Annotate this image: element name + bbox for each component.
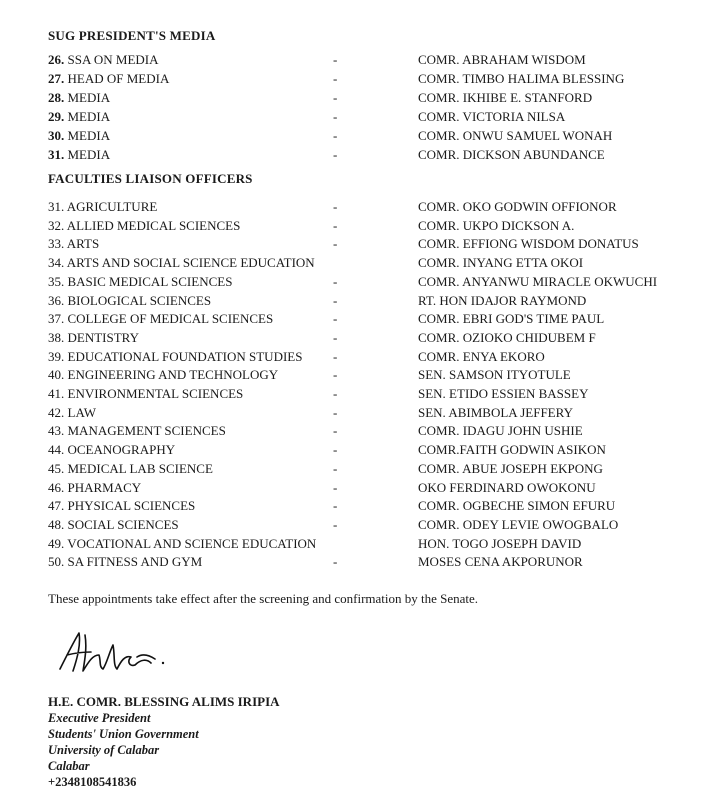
faculty-appointee: COMR. EFFIONG WISDOM DONATUS xyxy=(418,236,639,251)
appointment-note: These appointments take effect after the screening and confirmation by the Senate. xyxy=(48,591,479,606)
media-role xyxy=(48,147,110,163)
faculty-appointee: SEN. SAMSON ITYOTULE xyxy=(418,367,571,382)
faculty-appointee: COMR. EBRI GOD'S TIME PAUL xyxy=(418,311,605,326)
faculty-row xyxy=(0,517,720,535)
signatory-name: H.E. COMR. BLESSING ALIMS IRIPIA xyxy=(48,694,280,709)
faculty-dash: - xyxy=(333,461,338,476)
media-role-label: SSA ON MEDIA xyxy=(67,52,159,67)
faculty-row xyxy=(0,461,720,479)
media-number: 31. xyxy=(48,147,65,162)
faculty-dash: - xyxy=(333,236,338,251)
faculty-dash: - xyxy=(333,367,338,382)
faculty-dash: - xyxy=(333,330,338,345)
media-role xyxy=(48,90,110,106)
faculty-row xyxy=(0,442,720,460)
signatory-block xyxy=(48,694,280,790)
faculty-name: 46. PHARMACY xyxy=(48,480,142,495)
media-dash: - xyxy=(333,109,338,124)
media-role-label: HEAD OF MEDIA xyxy=(67,71,170,86)
media-appointee: COMR. DICKSON ABUNDANCE xyxy=(418,147,605,162)
signature-icon xyxy=(55,625,175,680)
faculty-appointee: OKO FERDINARD OWOKONU xyxy=(418,480,596,495)
faculty-name: 40. ENGINEERING AND TECHNOLOGY xyxy=(48,367,279,382)
media-dash: - xyxy=(333,52,338,67)
media-role-label: MEDIA xyxy=(67,128,111,143)
media-role xyxy=(48,52,159,68)
media-dash: - xyxy=(333,147,338,162)
faculty-name: 41. ENVIRONMENTAL SCIENCES xyxy=(48,386,244,401)
faculty-dash: - xyxy=(333,311,338,326)
faculty-dash: - xyxy=(333,498,338,513)
faculty-row xyxy=(0,218,720,236)
faculty-appointee: MOSES CENA AKPORUNOR xyxy=(418,554,583,569)
faculty-name: 35. BASIC MEDICAL SCIENCES xyxy=(48,274,233,289)
faculty-name: 42. LAW xyxy=(48,405,97,420)
faculty-appointee: COMR. OKO GODWIN OFFIONOR xyxy=(418,199,617,214)
faculty-name: 31. AGRICULTURE xyxy=(48,199,158,214)
faculty-row xyxy=(0,293,720,311)
media-appointee: COMR. TIMBO HALIMA BLESSING xyxy=(418,71,625,86)
media-role xyxy=(48,71,169,87)
faculty-dash: - xyxy=(333,218,338,233)
faculty-dash: - xyxy=(333,199,338,214)
media-section-heading: SUG PRESIDENT'S MEDIA xyxy=(48,28,216,43)
media-row xyxy=(0,52,720,70)
faculty-name: 39. EDUCATIONAL FOUNDATION STUDIES xyxy=(48,349,303,364)
faculty-appointee: COMR. UKPO DICKSON A. xyxy=(418,218,575,233)
faculty-name: 36. BIOLOGICAL SCIENCES xyxy=(48,293,212,308)
faculty-row xyxy=(0,367,720,385)
faculty-appointee: COMR. ABUE JOSEPH EKPONG xyxy=(418,461,603,476)
faculty-dash: - xyxy=(333,293,338,308)
faculty-row xyxy=(0,330,720,348)
faculty-row xyxy=(0,554,720,572)
media-appointee: COMR. ABRAHAM WISDOM xyxy=(418,52,586,67)
faculty-name: 38. DENTISTRY xyxy=(48,330,139,345)
faculty-dash: - xyxy=(333,554,338,569)
media-dash: - xyxy=(333,128,338,143)
media-role xyxy=(48,109,110,125)
faculty-appointee: SEN. ABIMBOLA JEFFERY xyxy=(418,405,573,420)
faculty-name: 48. SOCIAL SCIENCES xyxy=(48,517,179,532)
media-role-label: MEDIA xyxy=(67,90,111,105)
media-row xyxy=(0,71,720,89)
faculty-name: 44. OCEANOGRAPHY xyxy=(48,442,176,457)
faculty-name: 33. ARTS xyxy=(48,236,100,251)
faculty-appointee: COMR. ANYANWU MIRACLE OKWUCHI xyxy=(418,274,658,289)
media-number: 28. xyxy=(48,90,65,105)
faculty-name: 34. ARTS AND SOCIAL SCIENCE EDUCATION xyxy=(48,255,315,270)
faculty-row xyxy=(0,405,720,423)
faculty-name: 50. SA FITNESS AND GYM xyxy=(48,554,203,569)
media-role xyxy=(48,128,110,144)
faculty-name: 32. ALLIED MEDICAL SCIENCES xyxy=(48,218,241,233)
faculty-row xyxy=(0,480,720,498)
faculty-row xyxy=(0,199,720,217)
faculty-row xyxy=(0,498,720,516)
faculty-dash: - xyxy=(333,480,338,495)
media-role-label: MEDIA xyxy=(67,147,111,162)
faculty-name: 49. VOCATIONAL AND SCIENCE EDUCATION xyxy=(48,536,317,551)
faculty-row xyxy=(0,349,720,367)
media-appointee: COMR. IKHIBE E. STANFORD xyxy=(418,90,593,105)
faculty-appointee: SEN. ETIDO ESSIEN BASSEY xyxy=(418,386,589,401)
faculty-dash: - xyxy=(333,423,338,438)
faculty-name: 43. MANAGEMENT SCIENCES xyxy=(48,423,226,438)
media-number: 26. xyxy=(48,52,65,67)
media-dash: - xyxy=(333,71,338,86)
faculty-dash: - xyxy=(333,517,338,532)
faculties-section-heading: FACULTIES LIAISON OFFICERS xyxy=(48,171,253,186)
faculty-dash: - xyxy=(333,405,338,420)
media-number: 30. xyxy=(48,128,65,143)
faculty-row xyxy=(0,255,720,273)
faculty-appointee: COMR. ENYA EKORO xyxy=(418,349,545,364)
faculty-appointee: COMR.FAITH GODWIN ASIKON xyxy=(418,442,606,457)
signatory-city: Calabar xyxy=(48,759,90,773)
signatory-university: University of Calabar xyxy=(48,743,160,757)
faculty-appointee: COMR. OGBECHE SIMON EFURU xyxy=(418,498,616,513)
faculty-row xyxy=(0,311,720,329)
media-appointee: COMR. ONWU SAMUEL WONAH xyxy=(418,128,613,143)
faculty-row xyxy=(0,423,720,441)
media-role-label: MEDIA xyxy=(67,109,111,124)
media-row xyxy=(0,147,720,165)
media-row xyxy=(0,90,720,108)
faculty-appointee: COMR. ODEY LEVIE OWOGBALO xyxy=(418,517,619,532)
faculty-appointee: HON. TOGO JOSEPH DAVID xyxy=(418,536,582,551)
signatory-phone: +2348108541836 xyxy=(48,775,137,789)
faculty-row xyxy=(0,274,720,292)
faculty-name: 37. COLLEGE OF MEDICAL SCIENCES xyxy=(48,311,274,326)
faculty-row xyxy=(0,236,720,254)
media-number: 29. xyxy=(48,109,65,124)
media-row xyxy=(0,109,720,127)
faculty-name: 45. MEDICAL LAB SCIENCE xyxy=(48,461,213,476)
signatory-org: Students' Union Government xyxy=(48,727,199,741)
media-appointee: COMR. VICTORIA NILSA xyxy=(418,109,566,124)
faculty-name: 47. PHYSICAL SCIENCES xyxy=(48,498,196,513)
faculty-appointee: COMR. IDAGU JOHN USHIE xyxy=(418,423,583,438)
faculty-appointee: RT. HON IDAJOR RAYMOND xyxy=(418,293,587,308)
faculty-dash: - xyxy=(333,274,338,289)
faculty-appointee: COMR. INYANG ETTA OKOI xyxy=(418,255,584,270)
media-number: 27. xyxy=(48,71,65,86)
media-dash: - xyxy=(333,90,338,105)
faculty-dash: - xyxy=(333,442,338,457)
faculty-row xyxy=(0,386,720,404)
faculty-dash: - xyxy=(333,349,338,364)
signatory-title: Executive President xyxy=(48,711,151,725)
faculty-dash: - xyxy=(333,386,338,401)
faculty-row xyxy=(0,536,720,554)
faculty-appointee: COMR. OZIOKO CHIDUBEM F xyxy=(418,330,596,345)
media-row xyxy=(0,128,720,146)
